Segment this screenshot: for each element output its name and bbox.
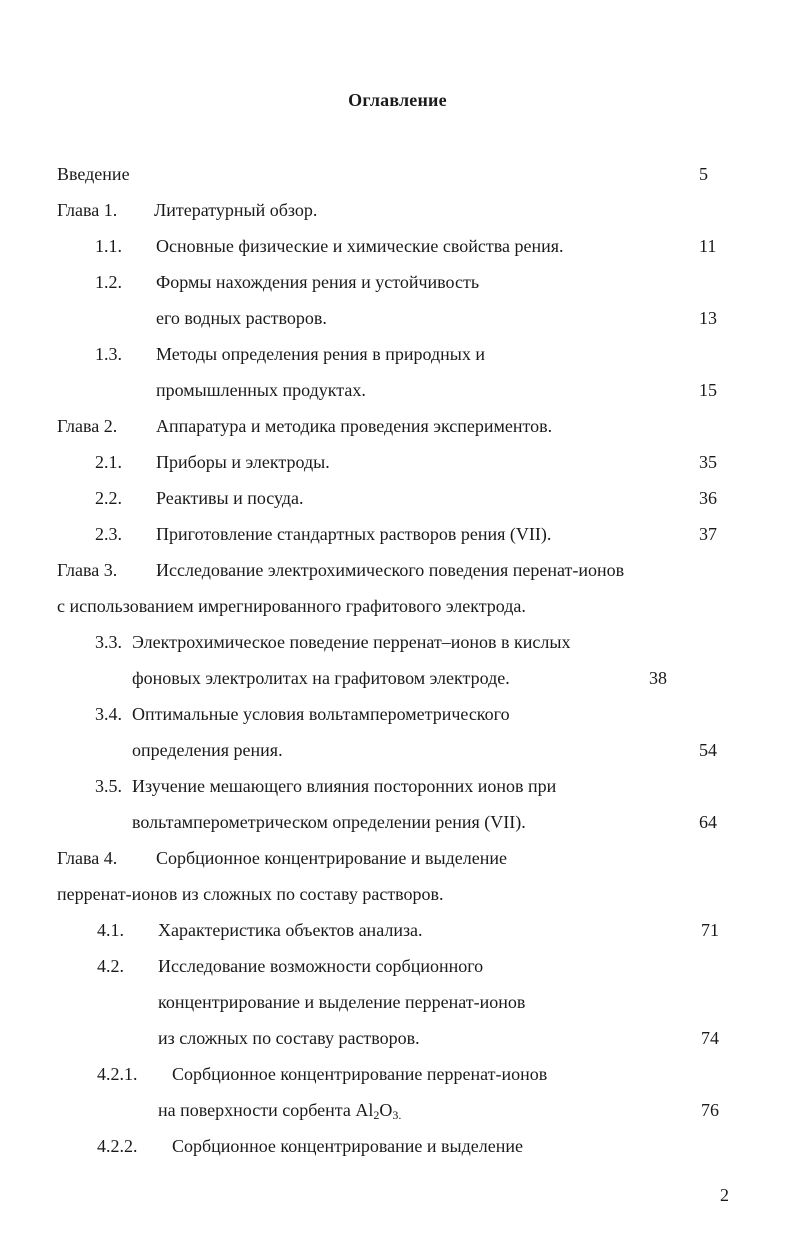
toc-entry-page: 13 [699,308,717,328]
toc-entry-text: Приборы и электроды. [156,452,330,472]
toc-entry-text: определения рения. [132,740,283,760]
toc-entry-number: 3.5. [95,776,122,796]
toc-entry-text: перренат-ионов из сложных по составу растворов. [57,884,444,904]
toc-entry-text: Исследование возможности сорбционного [158,956,484,976]
toc-entry-text: на поверхности сорбента [158,1100,356,1120]
toc-entry-text: Формы нахождения рения и устойчивость [156,272,480,292]
toc-entry-number: 1.1. [95,236,122,256]
toc-entry-page: 15 [699,380,717,400]
toc-entry-number: Глава 1. [57,200,118,220]
toc-entry-text: Электрохимическое поведение перренат–ионов в кислых [132,632,571,652]
toc-entry-text: из сложных по составу растворов. [158,1028,420,1048]
toc-entry-number: Глава 3. [57,560,118,580]
toc-entry-number: 4.2.2. [97,1136,138,1156]
toc-entry-text-with-formula [158,1099,401,1121]
toc-entry-text: Введение [57,164,130,184]
chemical-formula: $Al_2O_{3.}$ [355,1100,402,1122]
toc-entry-number: Глава 4. [57,848,118,868]
page-number: 2 [720,1185,729,1205]
toc-entry-page: 35 [699,452,717,472]
toc-entry-text: Оптимальные условия вольтамперометрического [132,704,510,724]
toc-entry-number: 4.2. [97,956,124,976]
toc-entry-text: Аппаратура и методика проведения экспериментов. [156,416,553,436]
toc-entry-page: 71 [701,920,719,940]
page-title: Оглавление [348,90,447,110]
toc-entry-text: Характеристика объектов анализа. [158,920,423,940]
toc-entry-number: 4.1. [97,920,124,940]
toc-entry-text: Сорбционное концентрирование и выделение [172,1136,523,1156]
toc-entry-text: Приготовление стандартных растворов рения (VII). [156,524,552,544]
toc-entry-text: вольтамперометрическом определении рения (VII). [132,812,526,832]
toc-entry-number: 4.2.1. [97,1064,138,1084]
toc-entry-page: 5 [699,164,708,184]
toc-entry-text: фоновых электролитах на графитовом электроде. [132,668,510,688]
toc-entry-text: концентрирование и выделение перренат-ионов [158,992,526,1012]
toc-entry-number: 2.1. [95,452,122,472]
toc-entry-page: 11 [699,236,717,256]
toc-entry-text: Сорбционное концентрирование и выделение [156,848,507,868]
toc-entry-text: Исследование электрохимического поведения перенат-ионов [156,560,625,580]
toc-entry-number: 1.2. [95,272,122,292]
toc-entry-page: 54 [699,740,717,760]
toc-entry-page: 38 [649,668,667,688]
toc-entry-page: 64 [699,812,717,832]
toc-entry-text: с использованием имрегнированного графитового электрода. [57,596,526,616]
toc-entry-page: 37 [699,524,717,544]
toc-entry-number: 2.3. [95,524,122,544]
toc-entry-text: его водных растворов. [156,308,327,328]
toc-entry-text: Методы определения рения в природных и [156,344,485,364]
toc-entry-number: 3.4. [95,704,122,724]
toc-entry-text: Сорбционное концентрирование перренат-ионов [172,1064,548,1084]
toc-entry-text: Изучение мешающего влияния посторонних ионов при [132,776,557,796]
toc-entry-page: 36 [699,488,717,508]
toc-entry-number: 1.3. [95,344,122,364]
toc-entry-page: 74 [701,1028,719,1048]
toc-entry-text: Реактивы и посуда. [156,488,304,508]
toc-entry-page: 76 [701,1100,719,1120]
toc-entry-text: Основные физические и химические свойства рения. [156,236,564,256]
toc-entry-number: 2.2. [95,488,122,508]
toc-entry-text: Литературный обзор. [154,200,318,220]
toc-entry-number: Глава 2. [57,416,118,436]
toc-entry-number: 3.3. [95,632,122,652]
toc-entry-text: промышленных продуктах. [156,380,366,400]
